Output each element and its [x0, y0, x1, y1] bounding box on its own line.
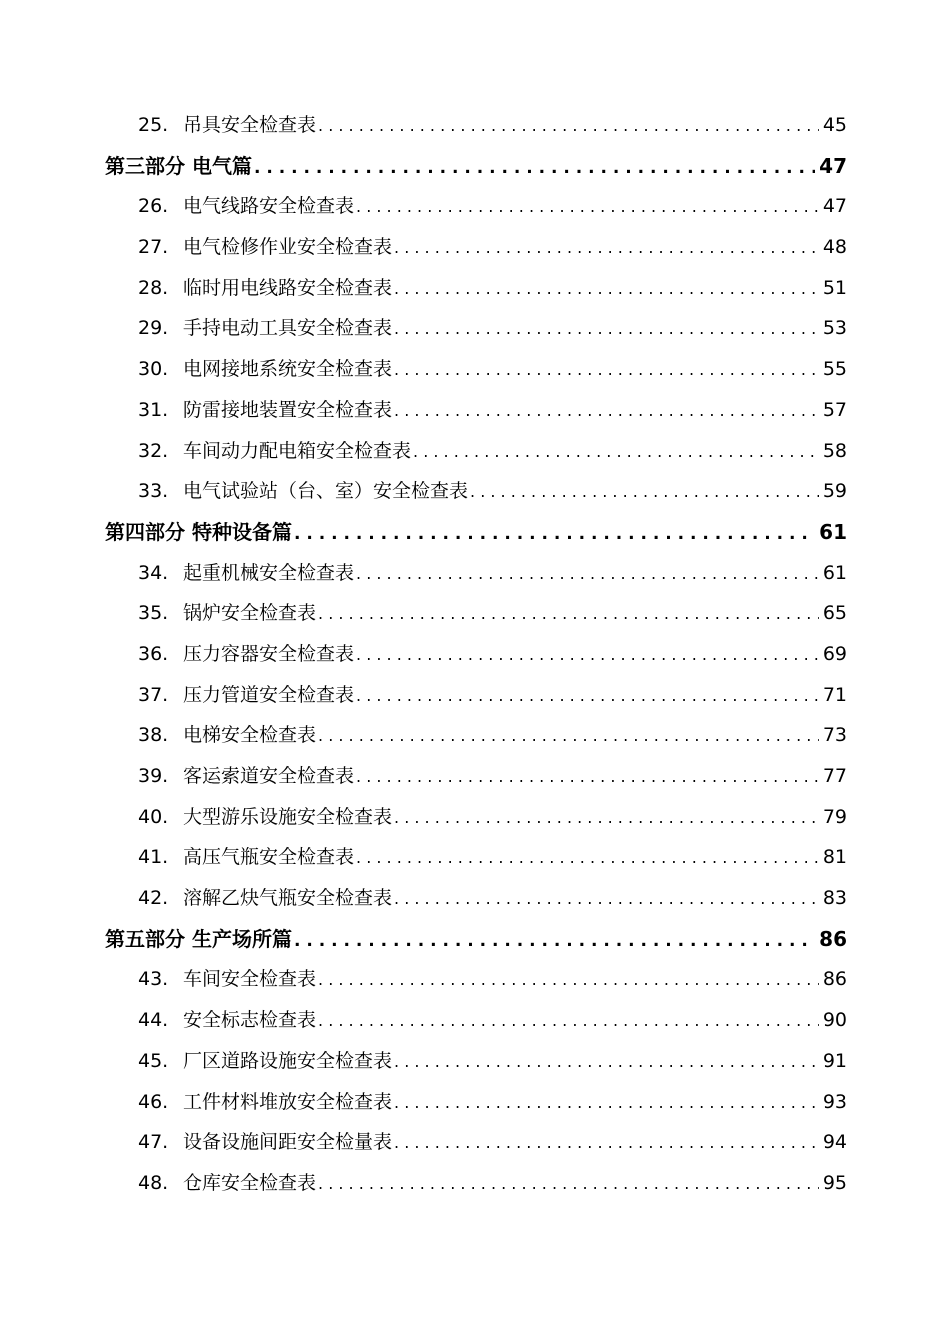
- dot-leader: [254, 148, 815, 189]
- toc-entry[interactable]: [105, 878, 847, 919]
- toc-entry[interactable]: [105, 268, 847, 309]
- toc-page-number: 55: [822, 358, 847, 381]
- toc-page-number: 48: [822, 236, 847, 259]
- toc-entry-title: 溶解乙炔气瓶安全检查表: [183, 887, 393, 910]
- toc-entry-title: 电气试验站（台、室）安全检查表: [183, 480, 469, 503]
- toc-entry[interactable]: [105, 105, 847, 146]
- toc-entry-title: 大型游乐设施安全检查表: [183, 805, 393, 828]
- toc-section-heading[interactable]: [105, 512, 847, 553]
- toc-section-heading[interactable]: [105, 146, 847, 187]
- toc-entry-title: 高压气瓶安全检查表: [183, 846, 355, 869]
- toc-entry[interactable]: [105, 837, 847, 878]
- toc-entry[interactable]: [105, 634, 847, 675]
- toc-entry-number: 35.: [138, 602, 169, 625]
- toc-entry-title: 电网接地系统安全检查表: [183, 358, 393, 381]
- toc-entry[interactable]: [105, 471, 847, 512]
- toc-entry[interactable]: [105, 797, 847, 838]
- toc-entry-title: 车间动力配电箱安全检查表: [183, 439, 412, 462]
- toc-entry-title: 工件材料堆放安全检查表: [183, 1090, 393, 1113]
- toc-entry-number: 27.: [138, 236, 169, 259]
- toc-entry[interactable]: [105, 390, 847, 431]
- toc-entry-title: 设备设施间距安全检量表: [183, 1131, 393, 1154]
- toc-entry-title: 锅炉安全检查表: [183, 602, 317, 625]
- toc-entry[interactable]: [105, 1000, 847, 1041]
- toc-page-number: 51: [822, 276, 847, 299]
- toc-entry-number: 33.: [138, 480, 169, 503]
- toc-entry-title: 压力容器安全检查表: [183, 642, 355, 665]
- toc-entry-title: 第四部分 特种设备篇: [105, 519, 292, 544]
- toc-entry-number: 26.: [138, 195, 169, 218]
- toc-entry-title: 临时用电线路安全检查表: [183, 276, 393, 299]
- dot-leader: [356, 187, 819, 228]
- toc-entry-number: 47.: [138, 1131, 169, 1154]
- dot-leader: [394, 879, 819, 920]
- toc-entry[interactable]: [105, 675, 847, 716]
- toc-entry-title: 第三部分 电气篇: [105, 153, 252, 178]
- toc-entry[interactable]: [105, 431, 847, 472]
- dot-leader: [394, 798, 819, 839]
- toc-entry-number: 39.: [138, 765, 169, 787]
- dot-leader: [470, 472, 819, 513]
- dot-leader: [356, 635, 819, 676]
- dot-leader: [318, 716, 819, 757]
- toc-entry-number: 34.: [138, 561, 169, 584]
- toc-entry-number: 38.: [138, 724, 169, 747]
- toc-page-number: 59: [822, 480, 847, 503]
- toc-page-number: 86: [819, 926, 847, 951]
- toc-entry-title: 安全标志检查表: [183, 1009, 317, 1032]
- toc-page-number: 91: [822, 1049, 847, 1072]
- dot-leader: [318, 960, 819, 1001]
- toc-entry-number: 46.: [138, 1090, 169, 1113]
- dot-leader: [394, 228, 819, 269]
- dot-leader: [394, 391, 819, 432]
- toc-entry-number: 30.: [138, 358, 169, 381]
- toc-entry-title: 手持电动工具安全检查表: [183, 317, 393, 340]
- dot-leader: [394, 309, 819, 350]
- dot-leader: [318, 1164, 819, 1205]
- toc-entry-number: 43.: [138, 968, 169, 991]
- toc-entry-title: 第五部分 生产场所篇: [105, 926, 292, 951]
- toc-entry[interactable]: [105, 1163, 847, 1204]
- toc-entry[interactable]: [105, 1041, 847, 1082]
- toc-entry-number: 41.: [138, 846, 169, 869]
- toc-page-number: 65: [822, 602, 847, 625]
- dot-leader: [318, 594, 819, 635]
- toc-entry-title: 压力管道安全检查表: [183, 683, 355, 706]
- toc-entry[interactable]: [105, 227, 847, 268]
- toc-page-number: 73: [822, 724, 847, 747]
- toc-entry-number: 25.: [138, 114, 169, 136]
- toc-entry-title: 电气线路安全检查表: [183, 195, 355, 218]
- dot-leader: [394, 269, 819, 310]
- toc-page-number: 71: [822, 683, 847, 706]
- toc-entry[interactable]: [105, 553, 847, 594]
- dot-leader: [294, 921, 815, 962]
- dot-leader: [356, 757, 819, 798]
- toc-entry[interactable]: [105, 756, 847, 797]
- toc-entry[interactable]: [105, 959, 847, 1000]
- toc-entry-title: 客运索道安全检查表: [183, 765, 355, 787]
- toc-entry[interactable]: [105, 1082, 847, 1123]
- dot-leader: [394, 350, 819, 391]
- toc-entry-number: 32.: [138, 439, 169, 462]
- toc-entry-number: 45.: [138, 1049, 169, 1072]
- toc-page-number: 57: [822, 398, 847, 421]
- toc-entry-title: 厂区道路设施安全检查表: [183, 1049, 393, 1072]
- dot-leader: [356, 676, 819, 717]
- dot-leader: [394, 1083, 819, 1124]
- dot-leader: [413, 432, 819, 473]
- toc-page-number: 94: [822, 1131, 847, 1154]
- toc-page-number: 58: [822, 439, 847, 462]
- toc-page-number: 86: [822, 968, 847, 991]
- toc-page-number: 95: [822, 1171, 847, 1194]
- table-of-contents: [105, 105, 847, 1204]
- toc-entry-title: 起重机械安全检查表: [183, 561, 355, 584]
- toc-page-number: 79: [822, 805, 847, 828]
- dot-leader: [294, 514, 815, 555]
- toc-entry[interactable]: [105, 593, 847, 634]
- toc-entry-title: 电梯安全检查表: [183, 724, 317, 747]
- toc-entry-number: 37.: [138, 683, 169, 706]
- dot-leader: [394, 1123, 819, 1164]
- toc-page-number: 61: [822, 561, 847, 584]
- toc-entry-number: 48.: [138, 1171, 169, 1194]
- toc-entry-number: 31.: [138, 398, 169, 421]
- toc-entry-title: 电气检修作业安全检查表: [183, 236, 393, 259]
- toc-page-number: 77: [822, 765, 847, 787]
- toc-entry[interactable]: [105, 1122, 847, 1163]
- dot-leader: [356, 838, 819, 879]
- toc-entry-title: 防雷接地装置安全检查表: [183, 398, 393, 421]
- toc-page-number: 83: [822, 887, 847, 910]
- toc-page-number: 81: [822, 846, 847, 869]
- dot-leader: [318, 106, 819, 147]
- toc-entry[interactable]: [105, 186, 847, 227]
- toc-page-number: 47: [819, 153, 847, 178]
- toc-entry-number: 44.: [138, 1009, 169, 1032]
- toc-page-number: 69: [822, 642, 847, 665]
- toc-entry-number: 29.: [138, 317, 169, 340]
- toc-entry-number: 42.: [138, 887, 169, 910]
- toc-entry[interactable]: [105, 715, 847, 756]
- toc-entry[interactable]: [105, 349, 847, 390]
- toc-page-number: 90: [822, 1009, 847, 1032]
- toc-page-number: 47: [822, 195, 847, 218]
- dot-leader: [318, 1001, 819, 1042]
- dot-leader: [394, 1042, 819, 1083]
- toc-entry-title: 车间安全检查表: [183, 968, 317, 991]
- dot-leader: [356, 554, 819, 595]
- toc-page-number: 53: [822, 317, 847, 340]
- toc-entry[interactable]: [105, 308, 847, 349]
- toc-section-heading[interactable]: [105, 919, 847, 960]
- toc-entry-title: 仓库安全检查表: [183, 1171, 317, 1194]
- toc-page-number: 93: [822, 1090, 847, 1113]
- toc-page-number: 61: [819, 519, 847, 544]
- toc-entry-number: 36.: [138, 642, 169, 665]
- toc-page-number: 45: [822, 114, 847, 136]
- toc-entry-title: 吊具安全检查表: [183, 114, 317, 136]
- toc-entry-number: 28.: [138, 276, 169, 299]
- toc-entry-number: 40.: [138, 805, 169, 828]
